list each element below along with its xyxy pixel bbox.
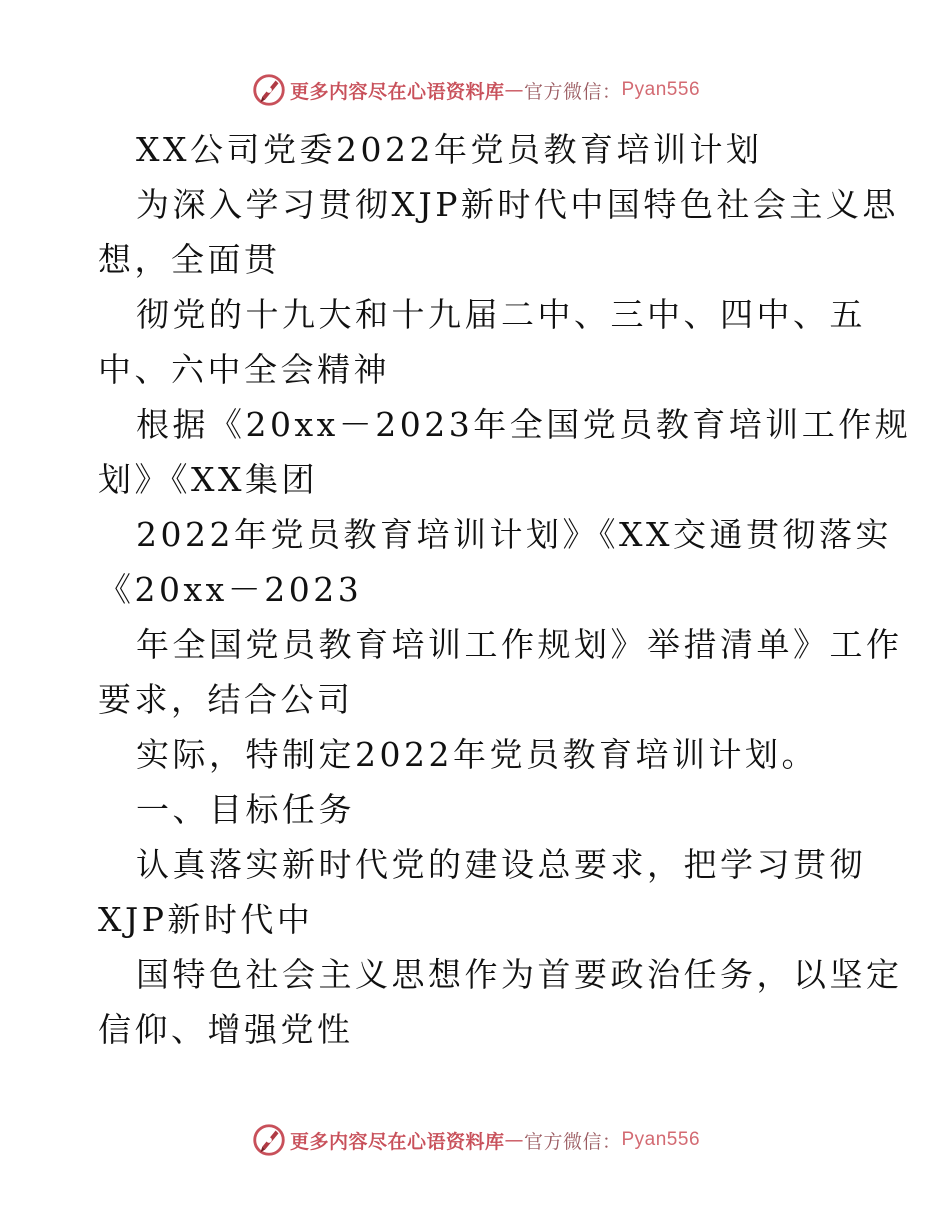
watermark-sub-text: 官方微信： (523, 80, 622, 103)
document-body (98, 122, 912, 1057)
text-line: 中、六中全会精神 (98, 350, 390, 389)
watermark-dash: — (504, 1129, 524, 1151)
text-line: 划》《XX集团 (98, 460, 318, 499)
text-line: 2022年党员教育培训计划》《XX交通贯彻落实 (136, 515, 892, 554)
watermark-main-text: 更多内容尽在心语资料库 (289, 1130, 505, 1153)
text-line: 信仰、增强党性 (98, 1010, 354, 1049)
text-line: XX公司党委2022年党员教育培训计划 (136, 130, 763, 169)
text-line: 彻党的十九大和十九届二中、三中、四中、五 (136, 295, 866, 334)
pen-logo-icon (250, 71, 288, 109)
watermark-account: Pyan556 (621, 79, 701, 100)
text-line: 认真落实新时代党的建设总要求，把学习贯彻 (136, 845, 866, 884)
watermark-account: Pyan556 (621, 1129, 701, 1150)
text-line: 实际，特制定2022年党员教育培训计划。 (136, 735, 818, 774)
watermark-main-text: 更多内容尽在心语资料库 (289, 80, 505, 103)
text-line: 要求，结合公司 (98, 680, 354, 719)
text-line: 为深入学习贯彻XJP新时代中国特色社会主义思 (136, 185, 899, 224)
pen-logo-icon (250, 1121, 288, 1159)
text-line: 国特色社会主义思想作为首要政治任务，以坚定 (136, 955, 903, 994)
watermark-sub-text: 官方微信： (523, 1130, 622, 1153)
text-line: 《20xx－2023 (98, 570, 363, 609)
text-line: 根据《20xx－2023年全国党员教育培训工作规 (136, 405, 912, 444)
text-line: 想，全面贯 (98, 240, 281, 279)
header-watermark (0, 68, 950, 112)
footer-watermark (0, 1118, 950, 1162)
watermark-dash: — (504, 79, 524, 101)
text-line: XJP新时代中 (98, 900, 314, 939)
text-line: 年全国党员教育培训工作规划》举措清单》工作 (136, 625, 903, 664)
text-line: 一、目标任务 (136, 790, 355, 829)
